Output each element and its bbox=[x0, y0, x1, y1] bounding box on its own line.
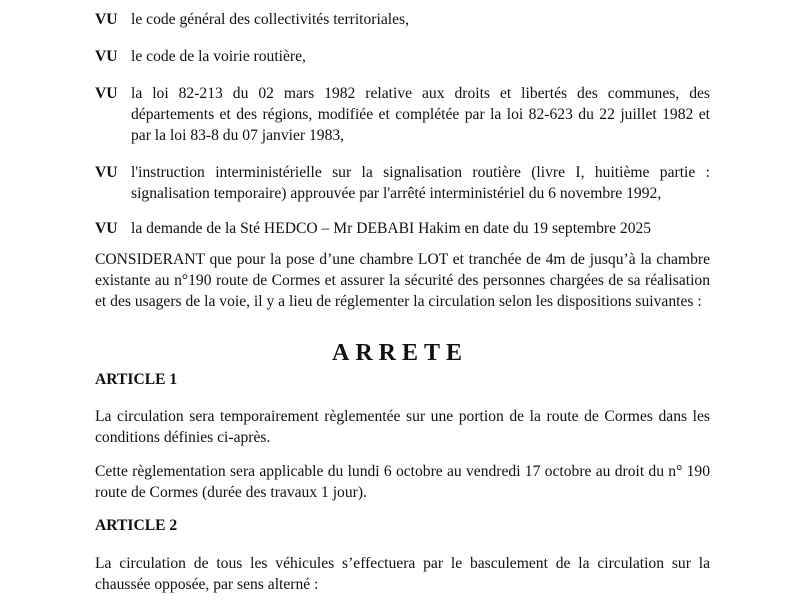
vu-keyword: VU bbox=[95, 85, 118, 102]
visa-2 bbox=[95, 46, 710, 67]
vu-keyword: VU bbox=[95, 48, 118, 65]
considerant-paragraph: CONSIDERANT que pour la pose d’une chambre LOT et tranchée de 4m de jusqu’à la chambre existante au n°190 route de Cormes et assurer la sécurité des personnes chargées de sa réalisation et des usagers de la voie, il y a lieu de réglementer la circulation selon les dispositions suivantes : bbox=[95, 251, 710, 310]
visa-text: l'instruction interministérielle sur la signalisation routière (livre I, huitième partie : signalisation temporaire) approuvée par l'arrêté interministériel du 6 novembre 1992, bbox=[131, 164, 710, 202]
article-2-paragraph-1: La circulation de tous les véhicules s’effectuera par le basculement de la circulation sur la chaussée opposée, par sens alterné : bbox=[95, 555, 710, 593]
visa-3 bbox=[95, 83, 710, 146]
visa-4 bbox=[95, 162, 710, 204]
visa-text: la demande de la Sté HEDCO – Mr DEBABI Hakim en date du 19 septembre 2025 bbox=[131, 220, 652, 237]
vu-keyword: VU bbox=[95, 11, 118, 28]
visa-text: le code de la voirie routière, bbox=[131, 48, 306, 65]
article-1-paragraph-1: La circulation sera temporairement règlementée sur une portion de la route de Cormes dans les conditions définies ci-après. bbox=[95, 408, 710, 446]
visa-text: la loi 82-213 du 02 mars 1982 relative aux droits et libertés des communes, des départements et des régions, modifiée et complétée par la loi 82-623 du 22 juillet 1982 et par la loi 83-8 du 07 janvier 1983, bbox=[131, 85, 710, 144]
vu-keyword: VU bbox=[95, 164, 118, 181]
visa-1 bbox=[95, 9, 710, 30]
vu-keyword: VU bbox=[95, 220, 118, 237]
arrete-heading: ARRETE bbox=[331, 340, 469, 366]
article-2-title: ARTICLE 2 bbox=[95, 517, 178, 534]
visa-5 bbox=[95, 218, 710, 239]
article-1-title: ARTICLE 1 bbox=[95, 371, 178, 388]
visa-text: le code général des collectivités territoriales, bbox=[131, 11, 409, 28]
article-1-paragraph-2: Cette règlementation sera applicable du lundi 6 octobre au vendredi 17 octobre au droit du n° 190 route de Cormes (durée des travaux 1 jour). bbox=[95, 463, 710, 501]
